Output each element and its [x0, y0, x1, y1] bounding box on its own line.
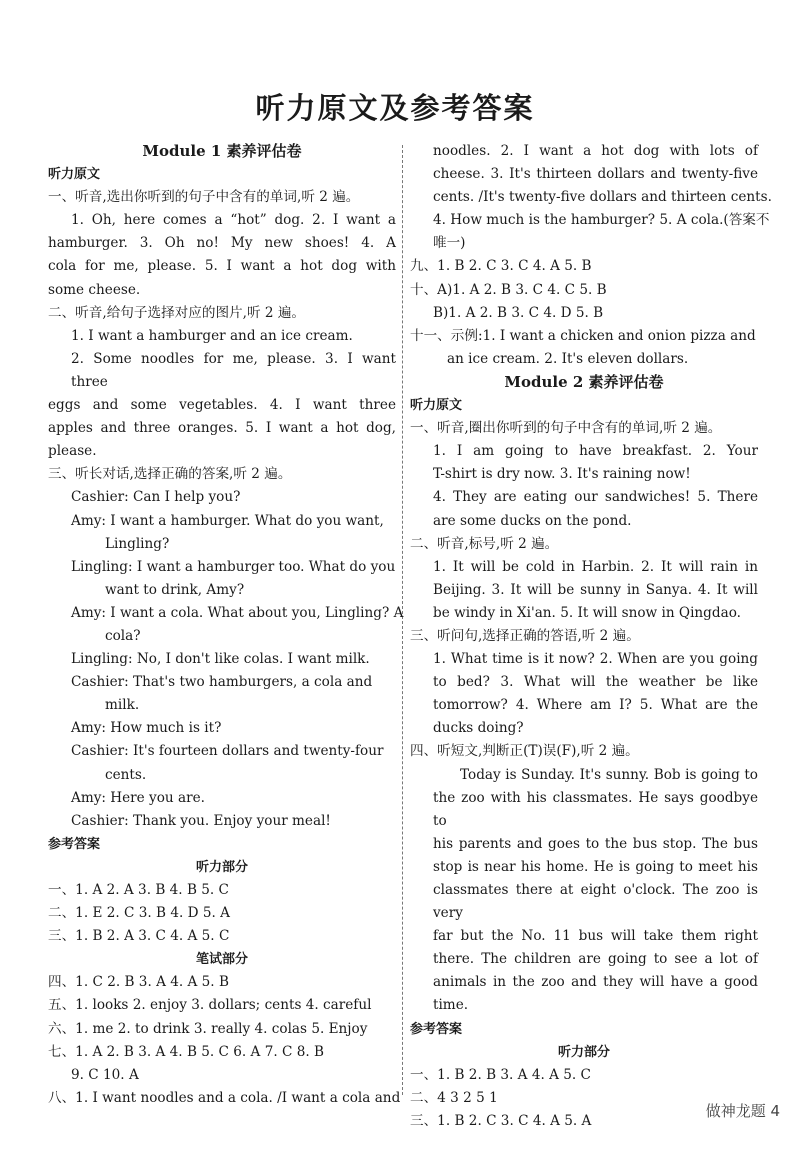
text-line: 1. It will be cold in Harbin. 2. It will rain in — [433, 558, 758, 575]
text-line: 1. What time is it now? 2. When are you going — [433, 651, 758, 668]
text-line: cola for me, please. 5. I want a hot dog with — [48, 258, 396, 275]
instruction: 二、听音,标号,听 2 遍。 — [410, 535, 559, 552]
answer-line: 四、1. C 2. B 3. A 4. A 5. B — [48, 974, 229, 991]
listening-part-heading: 听力部分 — [195, 859, 248, 875]
transcript-heading: 听力原文 — [410, 398, 463, 414]
passage-line: his parents and goes to the bus stop. The bus — [433, 835, 758, 852]
dialogue-line: Cashier: Thank you. Enjoy your meal! — [71, 812, 331, 829]
text-line: 唯一) — [433, 235, 466, 252]
answer-line: 一、1. A 2. A 3. B 4. B 5. C — [48, 882, 229, 898]
listening-part-heading: 听力部分 — [557, 1044, 610, 1060]
answer-line: an ice cream. 2. It's eleven dollars. — [447, 350, 689, 367]
text-line: ducks doing? — [433, 720, 524, 737]
dialogue-line: Lingling? — [105, 535, 170, 552]
passage-line: classmates there at eight o'clock. The zoo is very — [433, 882, 758, 922]
answer-line: 二、4 3 2 5 1 — [410, 1089, 498, 1106]
left-column — [48, 140, 404, 1110]
text-line: 1. I am going to have breakfast. 2. Your — [433, 443, 758, 460]
answer-line: 三、1. B 2. A 3. C 4. A 5. C — [48, 928, 230, 945]
answer-line: 一、1. B 2. B 3. A 4. A 5. C — [410, 1066, 591, 1083]
passage-line: far but the No. 11 bus will take them right — [433, 928, 758, 945]
answer-line: 八、1. I want noodles and a cola. /I want a cola and — [48, 1089, 401, 1106]
answer-line: 六、1. me 2. to drink 3. really 4. colas 5. Enjoy — [48, 1020, 368, 1037]
instruction: 三、听长对话,选择正确的答案,听 2 遍。 — [48, 466, 292, 483]
transcript-heading: 听力原文 — [48, 167, 101, 183]
dialogue-line: Amy: I want a cola. What about you, Lingling? A — [71, 604, 404, 621]
answers-heading: 参考答案 — [410, 1021, 463, 1037]
text-line: tomorrow? 4. Where am I? 5. What are the — [433, 697, 758, 714]
dialogue-line: Amy: How much is it? — [71, 720, 222, 737]
answer-line: 七、1. A 2. B 3. A 4. B 5. C 6. A 7. C 8. B — [48, 1043, 324, 1060]
instruction: 二、听音,给句子选择对应的图片,听 2 遍。 — [48, 304, 306, 321]
written-part-heading: 笔试部分 — [195, 952, 248, 968]
instruction: 四、听短文,判断正(T)误(F),听 2 遍。 — [410, 743, 639, 760]
text-line: are some ducks on the pond. — [433, 512, 632, 529]
passage-line: time. — [433, 997, 469, 1014]
answer-line: B)1. A 2. B 3. C 4. D 5. B — [433, 304, 604, 321]
text-line: Beijing. 3. It will be sunny in Sanya. 4. It will — [433, 581, 758, 598]
right-column — [410, 140, 772, 1133]
dialogue-line: Lingling: No, I don't like colas. I want milk. — [71, 651, 370, 668]
text-line: hamburger. 3. Oh no! My new shoes! 4. A — [48, 235, 396, 252]
answer-line: 9. C 10. A — [71, 1066, 139, 1083]
dialogue-line: Cashier: That's two hamburgers, a cola and — [71, 674, 373, 691]
passage-line: Today is Sunday. It's sunny. Bob is going to — [460, 766, 758, 783]
text-line: apples and three oranges. 5. I want a hot dog, — [48, 420, 396, 437]
answer-line: 十、A)1. A 2. B 3. C 4. C 5. B — [410, 281, 607, 298]
answers-heading: 参考答案 — [48, 836, 101, 852]
dialogue-line: Amy: Here you are. — [71, 789, 205, 806]
dialogue-line: cola? — [105, 627, 141, 644]
instruction: 一、听音,选出你听到的句子中含有的单词,听 2 遍。 — [48, 189, 360, 206]
dialogue-line: Cashier: It's fourteen dollars and twenty-four — [71, 743, 384, 760]
answer-line: 三、1. B 2. C 3. C 4. A 5. A — [410, 1112, 592, 1129]
dialogue-line: Amy: I want a hamburger. What do you want, — [71, 512, 384, 529]
text-line: cents. /It's twenty-five dollars and thirteen cents. — [433, 189, 772, 206]
dialogue-line: Lingling: I want a hamburger too. What do you — [71, 558, 396, 575]
answer-line: 九、1. B 2. C 3. C 4. A 5. B — [410, 258, 592, 275]
text-line: to bed? 3. What will the weather be like — [433, 674, 758, 691]
text-line: 4. They are eating our sandwiches! 5. There — [433, 489, 758, 506]
answer-line: 二、1. E 2. C 3. B 4. D 5. A — [48, 905, 230, 922]
text-line: 2. Some noodles for me, please. 3. I want three — [71, 350, 396, 390]
dialogue-line: Cashier: Can I help you? — [71, 489, 241, 506]
passage-line: stop is near his home. He is going to meet his — [433, 858, 758, 875]
text-line: eggs and some vegetables. 4. I want three — [48, 397, 396, 414]
text-line: please. — [48, 443, 97, 460]
text-line: 1. Oh, here comes a “hot” dog. 2. I want a — [71, 212, 396, 229]
passage-line: the zoo with his classmates. He says goodbye to — [433, 789, 758, 829]
module1-title: Module 1 素养评估卷 — [142, 142, 302, 160]
passage-line: animals in the zoo and they will have a good — [433, 974, 758, 991]
text-line: cheese. 3. It's thirteen dollars and twenty-five — [433, 166, 758, 183]
answer-line: 十一、示例:1. I want a chicken and onion pizza and — [410, 327, 756, 344]
answer-line: 五、1. looks 2. enjoy 3. dollars; cents 4. careful — [48, 997, 372, 1014]
text-line: be windy in Xi'an. 5. It will snow in Qingdao. — [433, 604, 741, 621]
dialogue-line: milk. — [105, 697, 140, 714]
text-line: noodles. 2. I want a hot dog with lots of — [433, 143, 758, 159]
text-line: 1. I want a hamburger and an ice cream. — [71, 327, 353, 344]
dialogue-line: want to drink, Amy? — [105, 581, 245, 598]
footer-brand: 做神龙题 4 — [705, 1102, 780, 1120]
instruction: 一、听音,圈出你听到的句子中含有的单词,听 2 遍。 — [410, 420, 722, 437]
text-line: some cheese. — [48, 281, 141, 298]
text-line: 4. How much is the hamburger? 5. A cola.(答案不 — [433, 212, 770, 229]
dialogue-line: cents. — [105, 766, 147, 783]
passage-line: there. The children are going to see a lot of — [433, 951, 758, 968]
instruction: 三、听问句,选择正确的答语,听 2 遍。 — [410, 627, 640, 644]
text-line: T-shirt is dry now. 3. It's raining now! — [433, 466, 691, 483]
module2-title: Module 2 素养评估卷 — [504, 372, 664, 391]
page-title: 听力原文及参考答案 — [255, 91, 535, 125]
